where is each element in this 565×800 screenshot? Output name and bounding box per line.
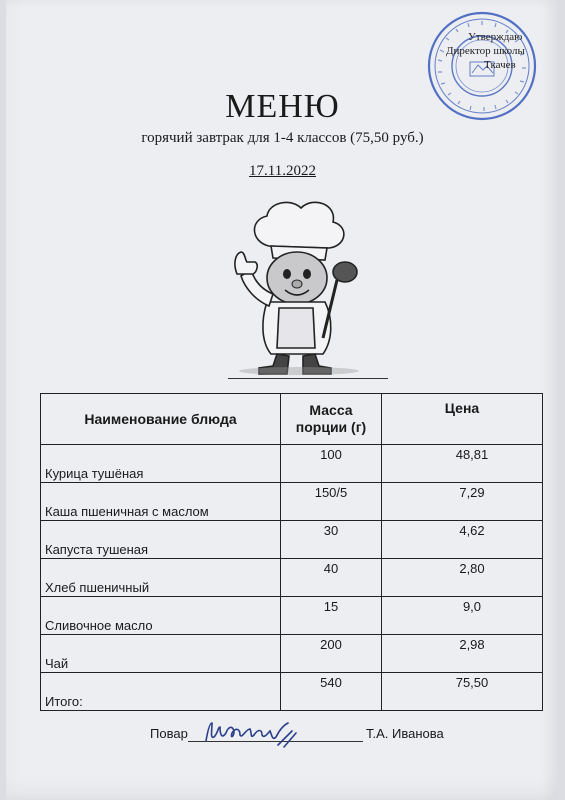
dish-price: 48,81 bbox=[382, 445, 543, 483]
menu-date-text: 17.11.2022 bbox=[249, 163, 316, 179]
table-row bbox=[41, 597, 543, 635]
dish-mass: 15 bbox=[281, 597, 382, 635]
table-row bbox=[41, 559, 543, 597]
table-row bbox=[41, 483, 543, 521]
dish-name: Капуста тушеная bbox=[41, 521, 281, 559]
col-header-price: Цена bbox=[382, 394, 543, 445]
dish-mass: 150/5 bbox=[281, 483, 382, 521]
dish-name: Чай bbox=[41, 635, 281, 673]
total-price: 75,50 bbox=[382, 673, 543, 711]
dish-name: Хлеб пшеничный bbox=[41, 559, 281, 597]
total-mass: 540 bbox=[281, 673, 382, 711]
dish-name: Курица тушёная bbox=[41, 445, 281, 483]
illustration-underline bbox=[228, 378, 388, 379]
approval-line-2: Директор школы bbox=[446, 45, 525, 57]
table-row bbox=[41, 521, 543, 559]
dish-price: 2,98 bbox=[382, 635, 543, 673]
table-row bbox=[41, 635, 543, 673]
dish-price: 4,62 bbox=[382, 521, 543, 559]
approval-block bbox=[446, 30, 556, 72]
dish-mass: 30 bbox=[281, 521, 382, 559]
col-header-mass bbox=[281, 394, 382, 445]
dish-mass: 100 bbox=[281, 445, 382, 483]
handwritten-signature bbox=[200, 715, 300, 750]
total-label: Итого: bbox=[41, 673, 281, 711]
cook-label: Повар bbox=[150, 726, 188, 741]
col-header-mass-line2: порции (г) bbox=[295, 419, 367, 435]
cook-name: Т.А. Иванова bbox=[366, 726, 444, 741]
col-header-mass-line1: Масса bbox=[309, 402, 353, 418]
table-total-row bbox=[41, 673, 543, 711]
approval-line-3: Ткачев bbox=[484, 59, 516, 71]
dish-mass: 200 bbox=[281, 635, 382, 673]
col-header-name: Наименование блюда bbox=[41, 394, 281, 445]
dish-price: 9,0 bbox=[382, 597, 543, 635]
dish-name: Сливочное масло bbox=[41, 597, 281, 635]
dish-mass: 40 bbox=[281, 559, 382, 597]
page-subtitle: горячий завтрак для 1-4 классов (75,50 руб.) bbox=[141, 130, 424, 146]
table-row bbox=[41, 445, 543, 483]
dish-price: 2,80 bbox=[382, 559, 543, 597]
dish-name: Каша пшеничная с маслом bbox=[41, 483, 281, 521]
chef-illustration bbox=[211, 190, 371, 375]
table-header-row bbox=[41, 394, 543, 445]
approval-line-1: Утверждаю bbox=[468, 31, 523, 43]
menu-table bbox=[40, 393, 543, 711]
page-title: МЕНЮ bbox=[225, 88, 340, 125]
dish-price: 7,29 bbox=[382, 483, 543, 521]
menu-date bbox=[6, 163, 558, 180]
